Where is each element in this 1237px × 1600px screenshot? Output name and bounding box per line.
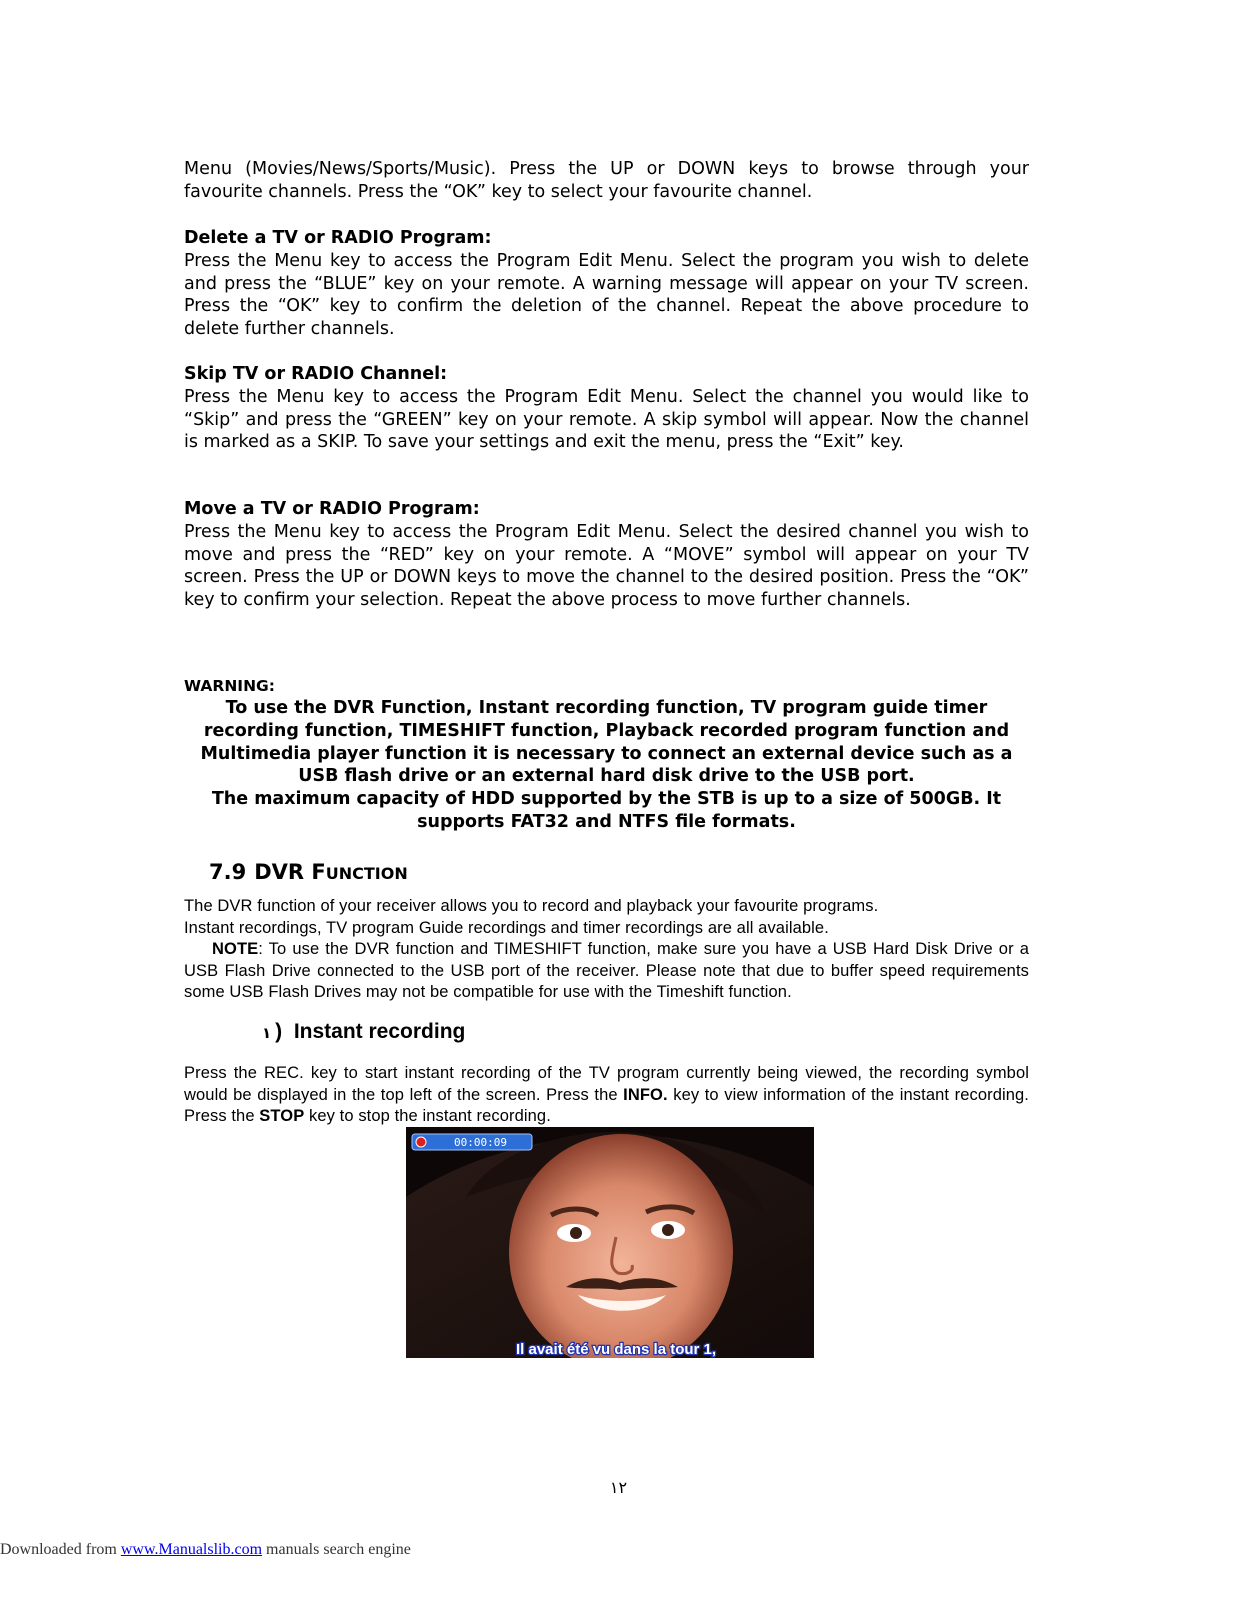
move-program-section xyxy=(184,498,1029,612)
recording-screenshot xyxy=(406,1127,814,1358)
skip-channel-heading: Skip TV or RADIO Channel: xyxy=(184,364,448,384)
intro-paragraph: Menu (Movies/News/Sports/Music). Press the UP or DOWN keys to browse through your favourite channels. Press the “OK” key to select your favourite channel. xyxy=(184,159,1029,202)
intro-paragraph-block xyxy=(184,158,1029,204)
skip-channel-section xyxy=(184,363,1029,454)
dvr-section-title-smallcaps: UNCTION xyxy=(325,864,408,883)
manualslib-link[interactable]: www.Manualslib.com xyxy=(120,1541,263,1558)
move-program-body: Press the Menu key to access the Program Edit Menu. Select the desired channel you wish to move and press the “RED” key on your remote. A “MOVE” symbol will appear on your TV screen. Press the UP or DOWN keys to move the channel to the desired position. Press the “OK” key to confirm your selection. Repeat the above process to move further channels. xyxy=(184,521,1029,611)
dvr-line-1: The DVR function of your receiver allows you to record and playback your favourite programs. xyxy=(184,897,879,915)
warning-body: To use the DVR Function, Instant recording function, TV program guide timer recording function, TIMESHIFT function, Playback recorded program function and Multimedia player function it is necessary to connect an external device such as a USB flash drive or an external hard disk drive to the USB port. xyxy=(200,698,1013,787)
record-icon xyxy=(416,1137,426,1147)
dvr-line-2: Instant recordings, TV program Guide recordings and timer recordings are all available. xyxy=(184,918,829,937)
dvr-section-title-lead: DVR F xyxy=(254,860,326,884)
dvr-section-heading xyxy=(209,860,408,884)
info-key-label: INFO. xyxy=(623,1085,668,1104)
instant-text-2: key to view information of the instant recording. Press the xyxy=(184,1085,1029,1125)
instant-recording-title: Instant recording xyxy=(293,1020,466,1043)
dvr-section-body xyxy=(184,896,1029,1004)
instant-text-1: Press the REC. key to start instant recording of the TV program currently being viewed, the recording symbol would be displayed in the top left of the screen. Press the xyxy=(184,1064,1029,1104)
warning-capacity: The maximum capacity of HDD supported by the STB is up to a size of 500GB. It supports FAT32 and NTFS file formats. xyxy=(211,789,1002,832)
instant-recording-paren: ) xyxy=(275,1020,283,1043)
footer-suffix: manuals search engine xyxy=(262,1541,411,1558)
footer-prefix: Downloaded from xyxy=(0,1541,121,1558)
warning-label: WARNING: xyxy=(184,677,275,695)
dvr-section-number: 7.9 xyxy=(209,860,247,884)
recording-time: 00:00:09 xyxy=(454,1136,507,1149)
instant-text-3: key to stop the instant recording. xyxy=(304,1107,551,1125)
instant-recording-heading xyxy=(262,1020,465,1044)
page-number: ١٢ xyxy=(609,1478,628,1497)
tv-subtitle: Il avait été vu dans la tour 1, xyxy=(516,1341,717,1358)
instant-recording-body xyxy=(184,1063,1029,1128)
warning-block xyxy=(184,677,1029,834)
download-footer xyxy=(0,1541,411,1559)
stop-key-label: STOP xyxy=(259,1107,305,1125)
instant-recording-number: ١ xyxy=(262,1024,272,1042)
move-program-heading: Move a TV or RADIO Program: xyxy=(184,499,480,519)
delete-program-body: Press the Menu key to access the Program Edit Menu. Select the program you wish to delete and press the “BLUE” key on your remote. A warning message will appear on your TV screen. Press the “OK” key to confirm the deletion of the channel. Repeat the above procedure to delete further channels. xyxy=(184,250,1029,340)
dvr-note xyxy=(184,939,1029,1004)
instant-recording-paragraph xyxy=(184,1063,1029,1128)
dvr-note-text: : To use the DVR function and TIMESHIFT function, make sure you have a USB Hard Disk Drive or a USB Flash Drive connected to the USB port of the receiver. Please note that due to buffer speed requirements some USB Flash Drives may not be compatible for use with the Timeshift function. xyxy=(184,940,1029,1001)
tv-frame-illustration xyxy=(406,1127,814,1358)
dvr-note-label: NOTE xyxy=(212,940,259,958)
delete-program-heading: Delete a TV or RADIO Program: xyxy=(184,228,492,248)
delete-program-section xyxy=(184,227,1029,341)
skip-channel-body: Press the Menu key to access the Program Edit Menu. Select the channel you would like to “Skip” and press the “GREEN” key on your remote. A skip symbol will appear. Now the channel is marked as a SKIP. To save your settings and exit the menu, press the “Exit” key. xyxy=(184,386,1029,453)
